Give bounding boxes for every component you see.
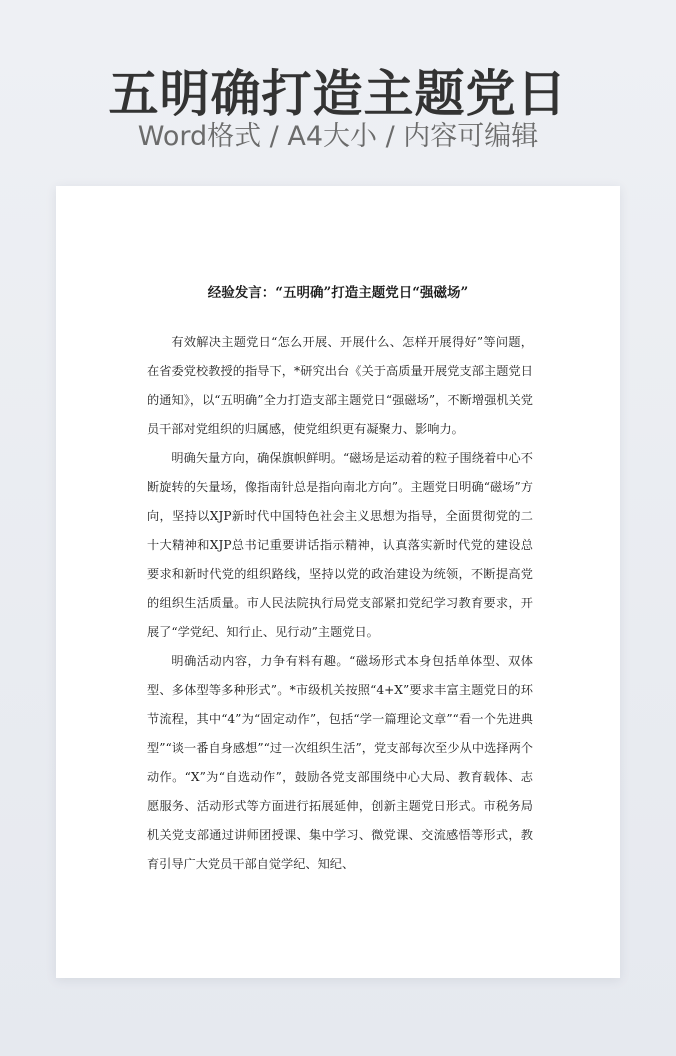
page-subtitle: Word格式 / A4大小 / 内容可编辑	[137, 121, 539, 152]
document-page	[56, 186, 620, 978]
paragraph-1: 有效解决主题党日“怎么开展、开展什么、怎样开展得好”等问题，在省委党校教授的指导下，*研究出台《关于高质量开展党支部主题党日的通知》，以“五明确”全力打造支部主题党日“强磁场”，不断增强机关党员干部对党组织的归属感，使党组织更有凝聚力、影响力。	[147, 335, 533, 436]
paragraph-2: 明确矢量方向，确保旗帜鲜明。“磁场是运动着的粒子围绕着中心不断旋转的矢量场，像指南针总是指向南北方向”。主题党日明确“磁场”方向，坚持以XJP新时代中国特色社会主义思想为指导，全面贯彻党的二十大精神和XJP总书记重要讲话指示精神，认真落实新时代党的建设总要求和新时代党的组织路线，坚持以党的政治建设为统领，不断提高党的组织生活质量。市人民法院执行局党支部紧扣党纪学习教育要求，开展了“学党纪、知行止、见行动”主题党日。	[147, 451, 533, 639]
document-title: 经验发言：“五明确”打造主题党日“强磁场”	[207, 285, 469, 301]
document-body	[147, 328, 533, 879]
page-title: 五明确打造主题党日	[108, 65, 568, 123]
header-banner	[0, 0, 676, 180]
paragraph-3: 明确活动内容，力争有料有趣。“磁场形式本身包括单体型、双体型、多体型等多种形式”。*市级机关按照“4+X”要求丰富主题党日的环节流程，其中“4”为“固定动作”，包括“学一篇理论文章”“看一个先进典型”“谈一番自身感想”“过一次组织生活”，党支部每次至少从中选择两个动作。“X”为“自选动作”，鼓励各党支部围绕中心大局、教育载体、志愿服务、活动形式等方面进行拓展延伸，创新主题党日形式。市税务局机关党支部通过讲师团授课、集中学习、微党课、交流感悟等形式，教育引导广大党员干部自觉学纪、知纪、	[147, 654, 533, 871]
